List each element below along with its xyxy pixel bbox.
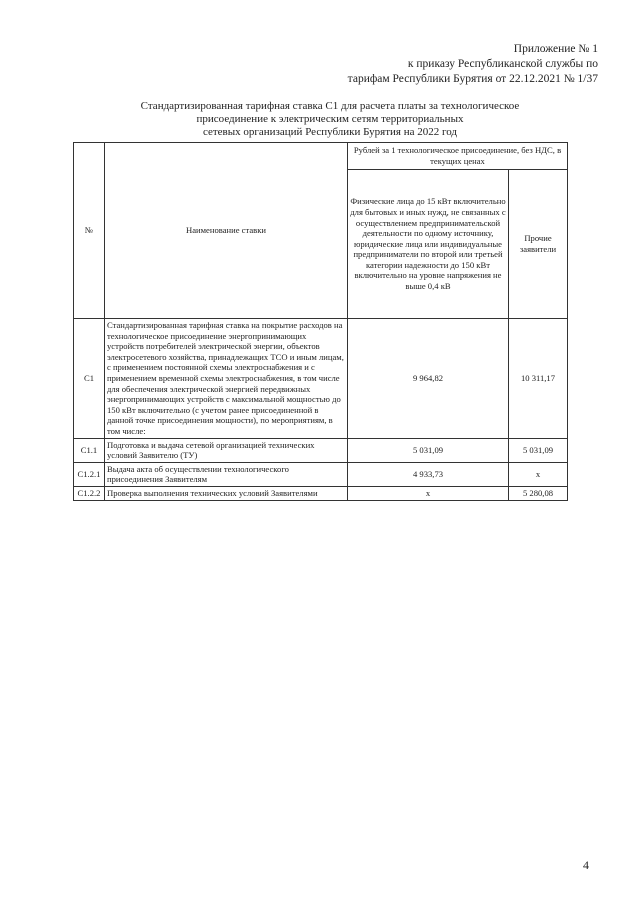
row-name: Проверка выполнения технических условий Заявителями (105, 486, 348, 500)
row-code: С1 (74, 319, 105, 439)
row-code: С1.1 (74, 438, 105, 462)
title-line1: Стандартизированная тарифная ставка С1 для расчета платы за технологическое (140, 100, 520, 112)
header-physical-persons: Физические лица до 15 кВт включительно для бытовых и иных нужд, не связанных с осуществлением предпринимательской деятельности по одному источнику, юридические лица или индивидуальные предприниматели по второй или третьей категории надежности до 150 кВт включительно на уровне напряжения не выше 0,4 кВ (348, 170, 509, 319)
row-value-other: 10 311,17 (509, 319, 568, 439)
table-row (74, 319, 568, 439)
tariff-table (73, 142, 568, 501)
row-value-physical: 4 933,73 (348, 462, 509, 486)
row-name: Подготовка и выдача сетевой организацией технических условий Заявителю (ТУ) (105, 438, 348, 462)
order-reference-line1: к приказу Республиканской службы по (407, 58, 598, 70)
row-value-physical: 9 964,82 (348, 319, 509, 439)
header-group: Рублей за 1 технологическое присоединение, без НДС, в текущих ценах (348, 143, 568, 170)
order-reference-line2: тарифам Республики Бурятия от 22.12.2021 № 1/37 (347, 73, 598, 85)
header-name: Наименование ставки (105, 143, 348, 319)
document-header (348, 42, 598, 87)
table-row (74, 438, 568, 462)
header-number: № (74, 143, 105, 319)
header-other-applicants: Прочие заявители (509, 170, 568, 319)
row-name: Стандартизированная тарифная ставка на покрытие расходов на технологическое присоединение энергопринимающих устройств потребителей электрической энергии, объектов электросетевого хозяйства, принадлежащих ТСО и иным лицам, с применением постоянной схемы электроснабжения и с применением временной схемы электроснабжения, в том числе для обеспечения электрической энергией передвижных энергопринимающих устройств с максимальной мощностью до 150 кВт включительно (с учетом ранее присоединенной в данной точке присоединения мощности), по мероприятиям, в том числе: (105, 319, 348, 439)
row-value-other: x (509, 462, 568, 486)
row-value-other: 5 280,08 (509, 486, 568, 500)
row-code: С1.2.2 (74, 486, 105, 500)
title-line2: присоединение к электрическим сетям территориальных (196, 113, 464, 125)
title-line3: сетевых организаций Республики Бурятия на 2022 год (202, 126, 458, 138)
page-number: 4 (583, 858, 589, 872)
table-row (74, 462, 568, 486)
table-header-row (74, 143, 568, 170)
table-row (74, 486, 568, 500)
row-value-physical: x (348, 486, 509, 500)
row-value-other: 5 031,09 (509, 438, 568, 462)
row-code: С1.2.1 (74, 462, 105, 486)
appendix-label: Приложение № 1 (513, 43, 598, 55)
row-value-physical: 5 031,09 (348, 438, 509, 462)
document-title (95, 100, 565, 139)
row-name: Выдача акта об осуществлении технологического присоединения Заявителям (105, 462, 348, 486)
